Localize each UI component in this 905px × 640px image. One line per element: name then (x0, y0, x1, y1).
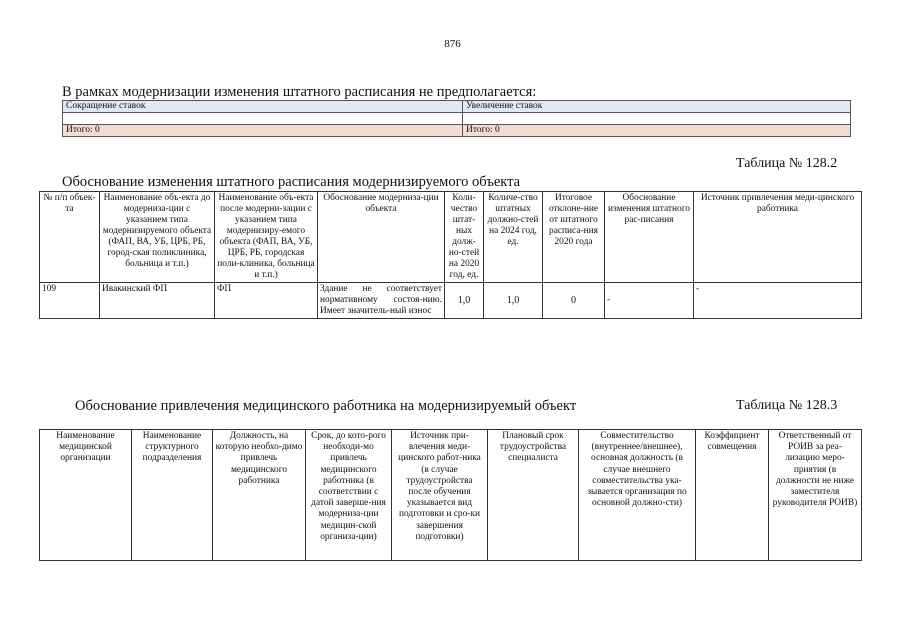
increase-header: Увеличение ставок (463, 101, 851, 113)
header-cell: Обоснование изменения штатного рас-писания (605, 192, 694, 283)
object-name-before: Ивакинский ФП (100, 283, 215, 319)
header-cell: Количе-ство штатных должно-стей на 2024 год, ед. (484, 192, 543, 283)
intro-text: В рамках модернизации изменения штатного расписания не предполагается: (62, 84, 537, 100)
staff-table-empty-row (63, 113, 851, 125)
staff-change-table (62, 100, 851, 137)
table-128-3-title: Обоснование привлечения медицинского работника на модернизируемый объект (75, 398, 577, 414)
table-128-3-number: Таблица № 128.3 (736, 398, 838, 413)
header-cell: Плановый срок трудоустройства специалиста (488, 430, 579, 561)
worker-source: - (694, 283, 862, 319)
table-128-2-number: Таблица № 128.2 (736, 156, 838, 171)
reduction-empty-cell (63, 113, 463, 125)
modernization-justification: Здание не соответствует нормативному состоя-нию. Имеет значитель-ный износ (318, 283, 445, 319)
page-number: 876 (444, 38, 461, 50)
header-cell: Наименование объ-екта после модерни-зации с указанием типа модернизиру-емого объекта (ФАП, ВА, УБ, ЦРБ, РБ, городская поли-клиника, больница и т.п.) (215, 192, 318, 283)
table-128-3-header-row (40, 430, 862, 561)
table-128-2 (39, 191, 862, 319)
header-cell: Совместительство (внутреннее/внешнее), основная должность (в случае внешнего совместительства ука-зывается организация по основной должно-сти) (579, 430, 696, 561)
header-cell: Наименование объ-екта до модерниза-ции с указанием типа модернизируемого объекта (ФАП, ВА, УБ, ЦРБ, РБ, город-ская поликлиника, больница и т.п.) (100, 192, 215, 283)
staff-count-2020: 1,0 (445, 283, 484, 319)
object-number: 109 (40, 283, 100, 319)
header-cell: Наименование медицинской организации (40, 430, 132, 561)
table-row (40, 283, 862, 319)
header-cell: Итоговое отклоне-ние от штатного расписа-ния 2020 года (543, 192, 605, 283)
staff-deviation: 0 (543, 283, 605, 319)
reduction-header: Сокращение ставок (63, 101, 463, 113)
header-cell: Коли-чество штат-ных долж-но-стей на 2020 год, ед. (445, 192, 484, 283)
table-128-3 (39, 429, 862, 561)
staff-count-2024: 1,0 (484, 283, 543, 319)
staff-table-total-row (63, 125, 851, 137)
table-128-2-title: Обоснование изменения штатного расписания модернизируемого объекта (62, 174, 521, 190)
header-cell: Наименование структурного подразделения (132, 430, 213, 561)
header-cell: № п/п объек-та (40, 192, 100, 283)
increase-empty-cell (463, 113, 851, 125)
change-justification: - (605, 283, 694, 319)
header-cell: Должность, на которую необхо-димо привлечь медицинского работника (213, 430, 306, 561)
table-128-2-header-row (40, 192, 862, 283)
header-cell: Источник при-влечения меди-цинского работ-ника (в случае трудоустройства после обучения указывается вид подготовки и сро-ки завершения подготовки) (392, 430, 488, 561)
header-cell: Обоснование модерниза-ции объекта (318, 192, 445, 283)
reduction-total: Итого: 0 (63, 125, 463, 137)
staff-table-header-row (63, 101, 851, 113)
increase-total: Итого: 0 (463, 125, 851, 137)
object-name-after: ФП (215, 283, 318, 319)
header-cell: Ответственный от РОИВ за реа-лизацию меро-приятия (в должности не ниже заместителя руководителя РОИВ) (769, 430, 862, 561)
header-cell: Срок, до кото-рого необходи-мо привлечь медицинского работника (в соответствии с датой заверше-ния модерниза-ции медицин-ской организа-ции) (306, 430, 392, 561)
header-cell: Источник привлечения меди-цинского работника (694, 192, 862, 283)
header-cell: Коэффициент совмещения (696, 430, 769, 561)
